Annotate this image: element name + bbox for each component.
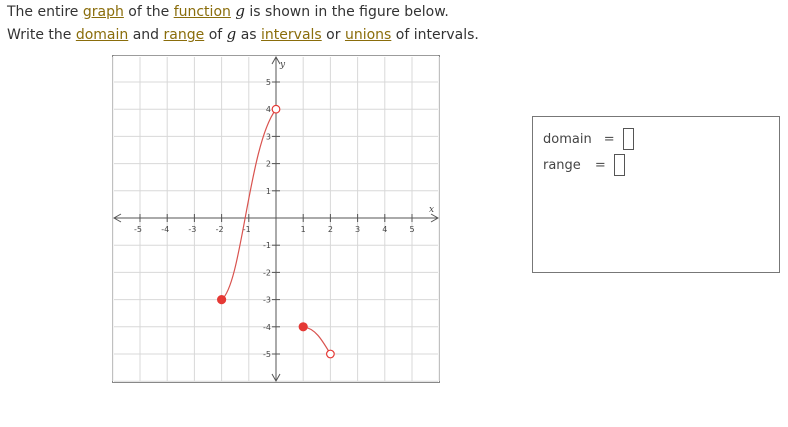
intervals-link[interactable]: intervals	[261, 27, 322, 43]
y-tick-label: -4	[263, 322, 271, 332]
x-axis-label: x	[429, 205, 435, 215]
question-text: and	[128, 27, 164, 43]
y-axis-label: y	[280, 60, 286, 70]
question-line-2	[7, 25, 479, 43]
question-text: of intervals.	[391, 27, 479, 43]
x-tick-label: 4	[382, 225, 388, 234]
question-text: of the	[123, 4, 174, 20]
closed-endpoint	[299, 323, 307, 331]
y-tick-label: 2	[265, 159, 271, 169]
y-tick-label: 5	[265, 78, 271, 87]
range-equals: =	[594, 157, 606, 173]
x-tick-label: -4	[161, 225, 170, 234]
function-link[interactable]: function	[173, 4, 231, 20]
range-label: range	[543, 157, 581, 173]
question-text: or	[321, 27, 345, 43]
range-row	[543, 154, 625, 176]
x-tick-label: -2	[215, 225, 224, 234]
domain-equals: =	[603, 131, 615, 147]
open-endpoint	[327, 350, 335, 358]
x-tick-label: -5	[134, 225, 142, 234]
function-variable: g	[235, 2, 245, 20]
question-text: Write the	[7, 27, 76, 43]
x-tick-label: 1	[300, 225, 306, 234]
y-tick-label: -3	[263, 295, 271, 305]
question-text: as	[236, 27, 262, 43]
y-tick-label: -5	[263, 350, 271, 359]
y-tick-label: -2	[263, 268, 271, 278]
graph-link[interactable]: graph	[82, 4, 124, 20]
x-tick-label: 3	[355, 225, 361, 234]
domain-row	[543, 128, 634, 150]
question-text: of	[204, 27, 227, 43]
y-tick-label: 3	[265, 132, 271, 142]
answer-panel	[532, 116, 780, 273]
question-text: is shown in the figure below.	[244, 4, 449, 20]
function-variable: g	[226, 25, 237, 43]
y-tick-label: 4	[265, 105, 271, 115]
x-tick-label: 2	[327, 225, 333, 234]
question-line-1	[7, 2, 449, 20]
range-link[interactable]: range	[163, 27, 205, 43]
domain-label: domain	[543, 131, 592, 147]
x-tick-label: -3	[188, 225, 197, 234]
domain-input[interactable]	[623, 128, 634, 150]
function-graph	[112, 55, 440, 383]
x-tick-label: 5	[409, 225, 415, 234]
unions-link[interactable]: unions	[344, 27, 392, 43]
y-tick-label: -1	[263, 241, 271, 251]
range-input[interactable]	[614, 154, 625, 176]
question-text: The entire	[7, 4, 83, 20]
open-endpoint	[272, 105, 280, 113]
y-tick-label: 1	[265, 186, 271, 196]
x-tick-label: -1	[242, 225, 251, 234]
domain-link[interactable]: domain	[75, 27, 129, 43]
closed-endpoint	[218, 296, 226, 304]
